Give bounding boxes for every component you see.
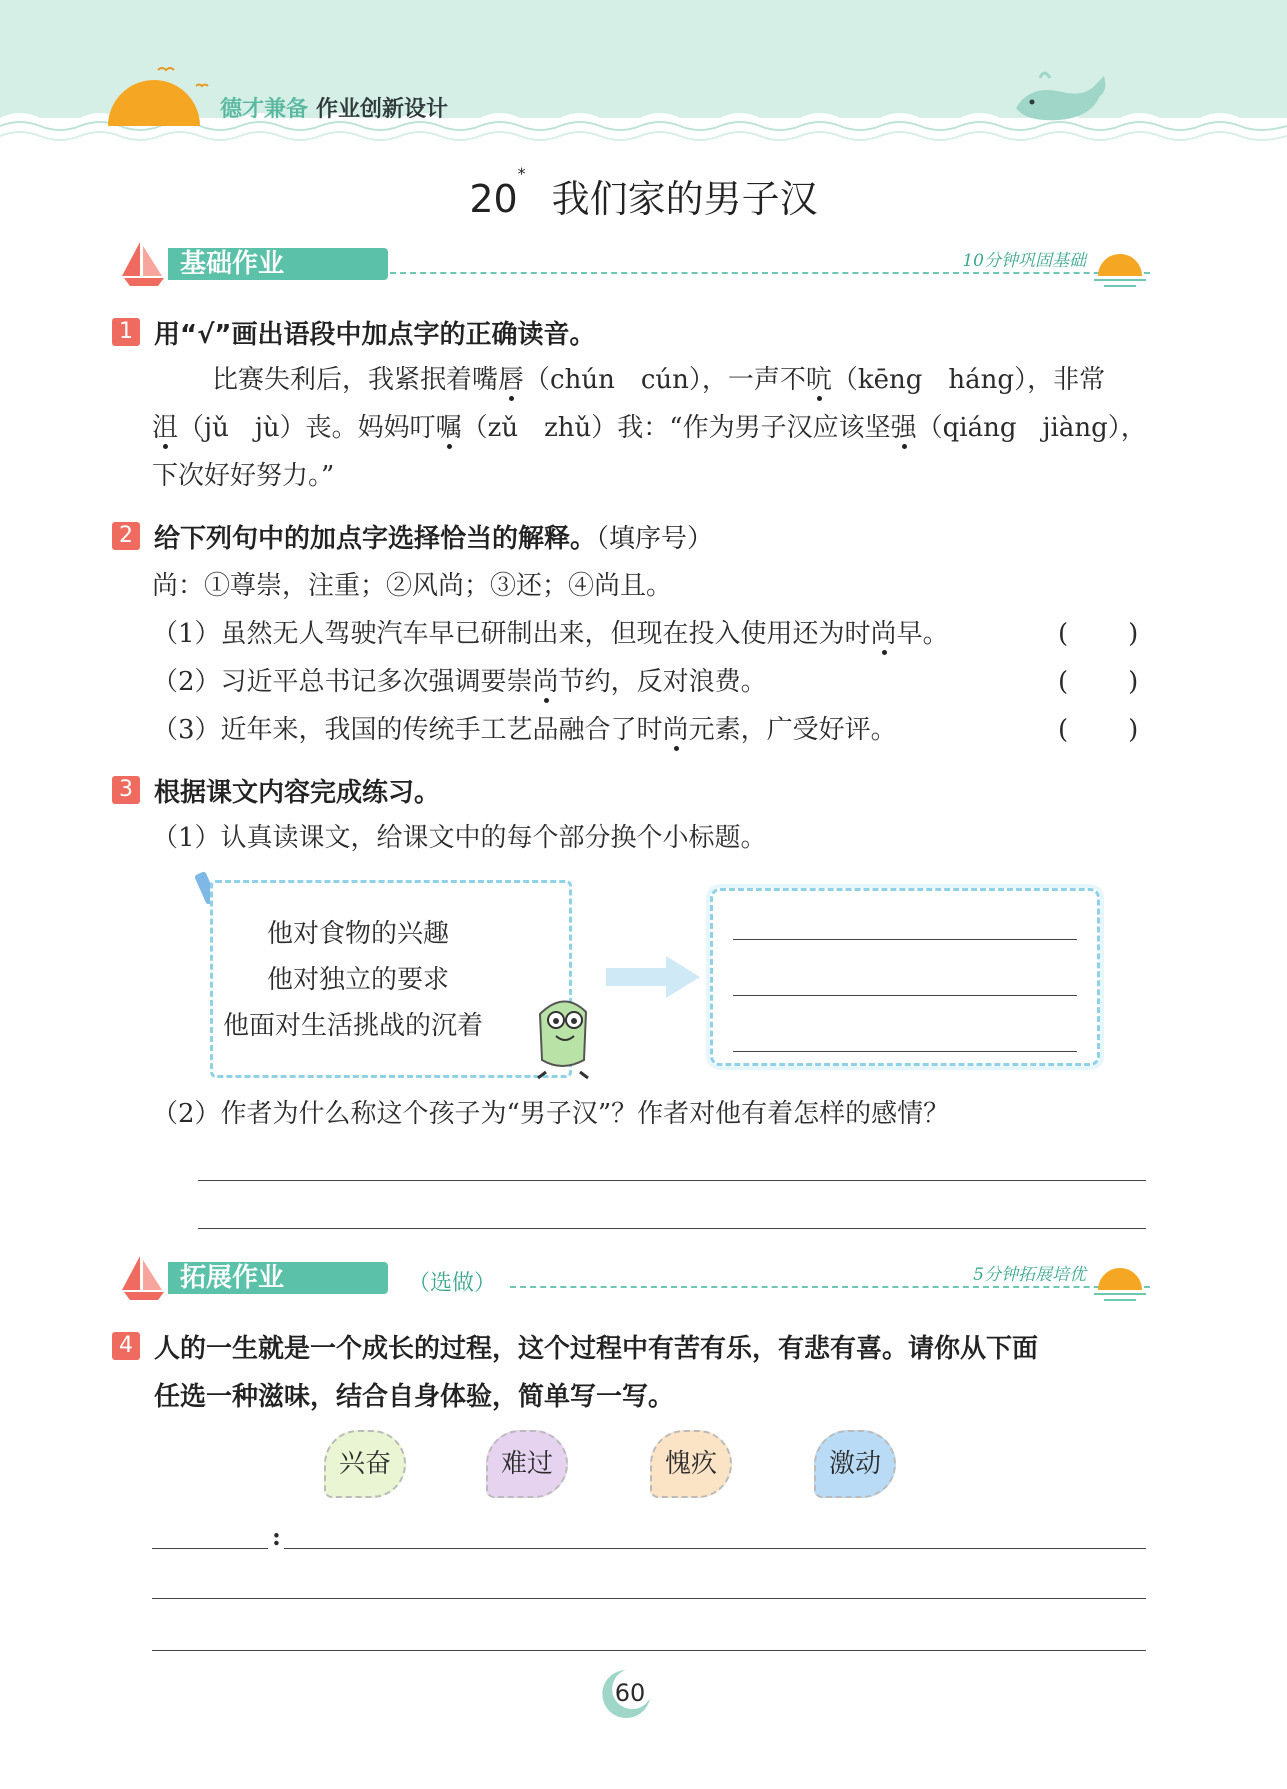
colon: : bbox=[272, 1522, 281, 1551]
q2-item-3 bbox=[152, 706, 897, 754]
sailboat-icon bbox=[110, 238, 170, 288]
dotted-character: 唇 bbox=[498, 365, 525, 395]
cartoon-character-icon bbox=[526, 990, 602, 1080]
question-title-3: 根据课文内容完成练习。 bbox=[154, 778, 441, 808]
passage-text: 比赛失利后，我紧抿着嘴 bbox=[212, 365, 499, 395]
answer-line[interactable] bbox=[284, 1548, 1146, 1549]
item-text: （3）近年来，我国的传统手工艺品融合了时 bbox=[152, 715, 663, 745]
item-text: 元素，广受好评。 bbox=[688, 715, 897, 745]
q2-definition: 尚：①尊崇，注重；②风尚；③还；④尚且。 bbox=[152, 571, 673, 601]
section-banner-extension bbox=[110, 1252, 1150, 1312]
lesson-number: 20* bbox=[469, 164, 526, 221]
box-item-2: 他对独立的要求 bbox=[267, 965, 450, 995]
sun-icon bbox=[1090, 1260, 1150, 1304]
item-text: 早。 bbox=[896, 619, 949, 649]
answer-line[interactable] bbox=[733, 1051, 1077, 1052]
dotted-character: 强 bbox=[890, 413, 917, 443]
item-text: （2）习近平总书记多次强调要崇 bbox=[152, 667, 533, 697]
question-number-1: 1 bbox=[112, 318, 140, 346]
box-item-1: 他对食物的兴趣 bbox=[267, 919, 450, 949]
dotted-character: 吭 bbox=[805, 365, 832, 395]
choice-sad[interactable]: 难过 bbox=[486, 1430, 568, 1498]
q3-sub-2: （2）作者为什么称这个孩子为“男子汉”？作者对他有着怎样的感情？ bbox=[152, 1099, 950, 1129]
section-label-basic: 基础作业 bbox=[168, 248, 388, 280]
item-text: 节约，反对浪费。 bbox=[558, 667, 767, 697]
passage-text: （jǔ jù）丧。妈妈叮 bbox=[178, 413, 436, 443]
subtitle-answer-box bbox=[710, 888, 1100, 1066]
passage-text: （qiáng jiàng）， bbox=[916, 413, 1147, 443]
question-title-1: 用“√”画出语段中加点字的正确读音。 bbox=[154, 320, 596, 350]
section-note-extension: 5分钟拓展培优 bbox=[973, 1265, 1086, 1285]
question-title-2: 给下列句中的加点字选择恰当的解释。（填序号） bbox=[154, 524, 714, 554]
section-sub-extension: （选做） bbox=[408, 1271, 497, 1296]
brand-title bbox=[220, 92, 448, 123]
question-number-2: 2 bbox=[112, 522, 140, 550]
answer-line[interactable] bbox=[733, 939, 1077, 940]
section-note-basic: 10分钟巩固基础 bbox=[962, 251, 1086, 271]
dotted-character: 尚 bbox=[870, 619, 897, 649]
section-divider bbox=[390, 272, 1150, 274]
page-title bbox=[0, 164, 1287, 223]
lesson-title: 我们家的男子汉 bbox=[551, 177, 818, 221]
question-number-3: 3 bbox=[112, 776, 140, 804]
choice-guilty[interactable]: 愧疚 bbox=[650, 1430, 732, 1498]
answer-line[interactable] bbox=[198, 1228, 1146, 1229]
q2-item-1 bbox=[152, 610, 949, 658]
arrow-right-icon bbox=[604, 952, 702, 1002]
brand-part2: 作业创新设计 bbox=[316, 97, 449, 122]
q1-passage-line-2 bbox=[152, 404, 1147, 452]
page-number: 60 bbox=[614, 1679, 646, 1707]
q1-passage-line-1 bbox=[212, 356, 1105, 404]
dotted-character: 尚 bbox=[532, 667, 559, 697]
section-banner-basic bbox=[110, 238, 1150, 298]
q1-passage-line-3: 下次好好努力。” bbox=[152, 461, 335, 491]
question-title-4-line-2: 任选一种滋味，结合自身体验，简单写一写。 bbox=[154, 1382, 675, 1412]
q3-sub-1: （1）认真读课文，给课文中的每个部分换个小标题。 bbox=[152, 823, 767, 853]
title-blank-line[interactable] bbox=[152, 1548, 268, 1549]
question-title-2-note: （填序号） bbox=[596, 524, 714, 554]
answer-line[interactable] bbox=[733, 995, 1077, 996]
question-number-4: 4 bbox=[112, 1332, 140, 1360]
box-item-3: 他面对生活挑战的沉着 bbox=[223, 1011, 484, 1041]
passage-text: （kēng háng），非常 bbox=[831, 365, 1106, 395]
answer-blank-1[interactable]: ( ) bbox=[1058, 619, 1139, 649]
answer-blank-2[interactable]: ( ) bbox=[1058, 667, 1139, 697]
header-band bbox=[0, 0, 1287, 150]
sailboat-icon bbox=[110, 1252, 170, 1302]
dotted-character: 沮 bbox=[152, 413, 179, 443]
brand-part1: 德才兼备 bbox=[220, 97, 309, 122]
choice-moved[interactable]: 激动 bbox=[814, 1430, 896, 1498]
answer-line[interactable] bbox=[152, 1650, 1146, 1651]
dotted-character: 尚 bbox=[662, 715, 689, 745]
answer-blank-3[interactable]: ( ) bbox=[1058, 715, 1139, 745]
section-divider bbox=[510, 1286, 1150, 1288]
dotted-character: 嘱 bbox=[435, 413, 462, 443]
sun-icon bbox=[1090, 246, 1150, 290]
q2-item-2 bbox=[152, 658, 767, 706]
item-text: （1）虽然无人驾驶汽车早已研制出来，但现在投入使用还为时 bbox=[152, 619, 871, 649]
choice-excited[interactable]: 兴奋 bbox=[324, 1430, 406, 1498]
subtitle-source-box bbox=[210, 880, 572, 1078]
question-title-4-line-1: 人的一生就是一个成长的过程，这个过程中有苦有乐，有悲有喜。请你从下面 bbox=[154, 1334, 1039, 1364]
passage-text: （zǔ zhǔ）我：“作为男子汉应该坚 bbox=[461, 413, 891, 443]
answer-line[interactable] bbox=[198, 1180, 1146, 1181]
answer-line[interactable] bbox=[152, 1598, 1146, 1599]
passage-text: （chún cún），一声不 bbox=[524, 365, 806, 395]
section-label-extension: 拓展作业 bbox=[168, 1262, 388, 1294]
